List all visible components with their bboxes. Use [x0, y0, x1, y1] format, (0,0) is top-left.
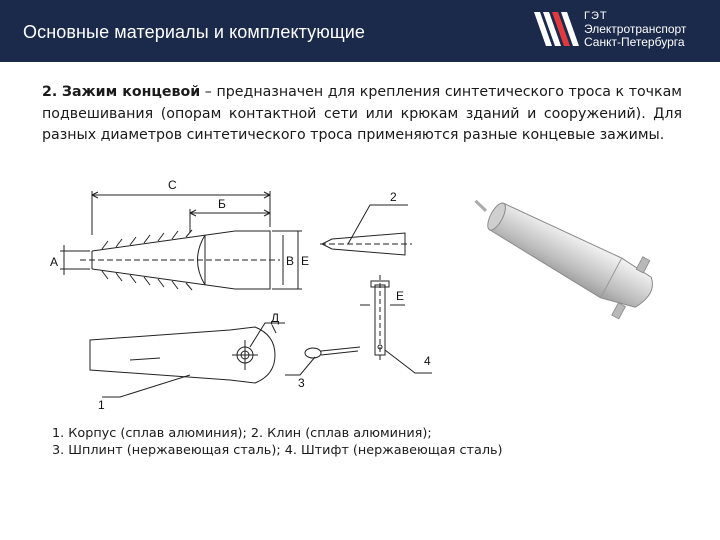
logo-stripes-icon [532, 8, 582, 52]
dim-c-label: С [168, 178, 177, 192]
description-text: – предназначен для крепления синтетического троса к точкам подвешивания (опорам контактной сети или крюкам зданий и сооружений). Для разных диаметров синтетического троса применяются разные концевые зажимы. [42, 84, 682, 143]
parts-caption [52, 425, 572, 459]
part-3-label: 3 [298, 376, 305, 390]
part-4-label: 4 [424, 354, 431, 368]
caption-line-2: 3. Шплинт (нержавеющая сталь); 4. Штифт (нержавеющая сталь) [52, 443, 503, 458]
dim-e2-label: Е [396, 289, 405, 303]
dim-e-label: Е [301, 254, 310, 268]
header-bar [0, 0, 720, 62]
logo-line-3: Санкт-Петербурга [584, 35, 685, 49]
heading-number: 2. [42, 84, 58, 100]
logo-line-2: Электротранспорт [584, 22, 687, 36]
dim-a-label: А [50, 255, 59, 269]
description-paragraph [42, 82, 682, 147]
heading-term: Зажим концевой [61, 84, 201, 100]
part-1-label: 1 [98, 398, 105, 412]
dim-v-label: В [286, 254, 295, 268]
part-2-label: 2 [390, 190, 397, 204]
slide-title: Основные материалы и комплектующие [23, 22, 366, 42]
technical-drawing [40, 175, 460, 415]
dim-b-label: Б [218, 197, 226, 211]
company-logo [532, 6, 712, 56]
dim-d-label: Д [271, 311, 280, 325]
logo-line-1: ГЭТ [584, 10, 608, 22]
caption-line-1: 1. Корпус (сплав алюминия); 2. Клин (сплав алюминия); [52, 426, 432, 441]
clamp-photo [465, 180, 680, 340]
